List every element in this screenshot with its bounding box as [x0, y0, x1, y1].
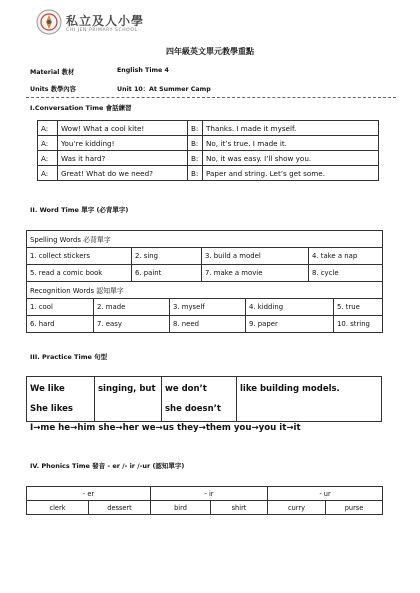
- speaker-a: A:: [38, 121, 58, 136]
- spelling-word: 3. build a model: [202, 248, 309, 265]
- phonics-word: bird: [151, 501, 211, 515]
- subject-we: We like: [30, 384, 65, 394]
- line-b: No, it was easy. I’ll show you.: [203, 151, 379, 166]
- divider: [26, 97, 396, 98]
- phonics-word: dessert: [89, 501, 151, 515]
- spelling-label: Spelling Words 必背單字: [27, 231, 383, 248]
- object-pronouns: I→me he→him she→her we→us they→them you→you it→it: [30, 423, 301, 433]
- activity-cell: [95, 377, 162, 422]
- conversation-row: [38, 166, 379, 181]
- speaker-b: B:: [188, 166, 203, 181]
- recognition-word: 5. true: [334, 299, 383, 316]
- spelling-word: 6. paint: [132, 265, 202, 282]
- school-logo-icon: [36, 9, 62, 35]
- conversation-row: [38, 151, 379, 166]
- spelling-word: 5. read a comic book: [27, 265, 132, 282]
- practice-heading: III. Practice Time 句型: [30, 353, 108, 361]
- recognition-word: 10. string: [334, 316, 383, 333]
- recognition-words-table: [26, 298, 383, 333]
- speaker-a: A:: [38, 166, 58, 181]
- phonics-word: shirt: [211, 501, 268, 515]
- line-b: Thanks. I made it myself.: [203, 121, 379, 136]
- page-title: 四年級英文單元教學重點: [166, 47, 254, 56]
- material-label: Material 教材: [30, 69, 75, 76]
- spelling-word: 2. sing: [132, 248, 202, 265]
- school-name-en: CHI JEN PRIMARY SCHOOL: [66, 28, 138, 33]
- recognition-label: Recognition Words 認知單字: [27, 282, 383, 299]
- object-text: like building models.: [240, 384, 340, 394]
- sound-ir: - ir: [151, 487, 268, 501]
- speaker-b: B:: [188, 151, 203, 166]
- line-a: Was it hard?: [58, 151, 188, 166]
- speaker-a: A:: [38, 136, 58, 151]
- phonics-word: clerk: [27, 501, 89, 515]
- spelling-word: 8. cycle: [309, 265, 383, 282]
- recognition-word: 2. made: [94, 299, 170, 316]
- conversation-table: [37, 120, 379, 181]
- recognition-word: 4. kidding: [246, 299, 334, 316]
- spelling-word: 4. take a nap: [309, 248, 383, 265]
- line-a: Wow! What a cool kite!: [58, 121, 188, 136]
- line-b: No, it’s true. I made it.: [203, 136, 379, 151]
- speaker-a: A:: [38, 151, 58, 166]
- speaker-b: B:: [188, 136, 203, 151]
- word-time-heading: II. Word Time 單字 (必背單字): [30, 206, 129, 214]
- subject-she: She likes: [30, 404, 73, 414]
- school-name: 私立及人小學: [66, 14, 145, 28]
- phonics-word: curry: [268, 501, 326, 515]
- recognition-word: 6. hard: [27, 316, 94, 333]
- recognition-word: 8. need: [170, 316, 246, 333]
- phonics-word: purse: [326, 501, 383, 515]
- line-a: You’re kidding!: [58, 136, 188, 151]
- conversation-row: [38, 136, 379, 151]
- line-b: Paper and string. Let’s get some.: [203, 166, 379, 181]
- sentence-pattern-table: [26, 376, 382, 422]
- object-cell: [237, 377, 382, 422]
- units-value: Unit 10：At Summer Camp: [117, 86, 211, 93]
- phonics-heading: IV. Phonics Time 發音 - er /- ir /-ur (認知單字): [30, 462, 185, 470]
- units-label: Units 教學內容: [30, 86, 76, 93]
- recognition-word: 3. myself: [170, 299, 246, 316]
- material-value: English Time 4: [117, 67, 169, 74]
- line-a: Great! What do we need?: [58, 166, 188, 181]
- recognition-word: 7. easy: [94, 316, 170, 333]
- negative-we: we don’t: [165, 384, 207, 394]
- sound-er: - er: [27, 487, 151, 501]
- sound-ur: - ur: [268, 487, 383, 501]
- negative-she: she doesn’t: [165, 404, 221, 414]
- conversation-heading: I.Conversation Time 會話練習: [30, 104, 132, 112]
- phonics-table: [26, 486, 383, 515]
- conversation-row: [38, 121, 379, 136]
- subject-cell: [27, 377, 95, 422]
- activity-text: singing, but: [98, 384, 156, 394]
- recognition-word: 9. paper: [246, 316, 334, 333]
- spelling-word: 7. make a movie: [202, 265, 309, 282]
- spelling-words-table: [26, 230, 383, 299]
- spelling-word: 1. collect stickers: [27, 248, 132, 265]
- negative-cell: [162, 377, 237, 422]
- recognition-word: 1. cool: [27, 299, 94, 316]
- speaker-b: B:: [188, 121, 203, 136]
